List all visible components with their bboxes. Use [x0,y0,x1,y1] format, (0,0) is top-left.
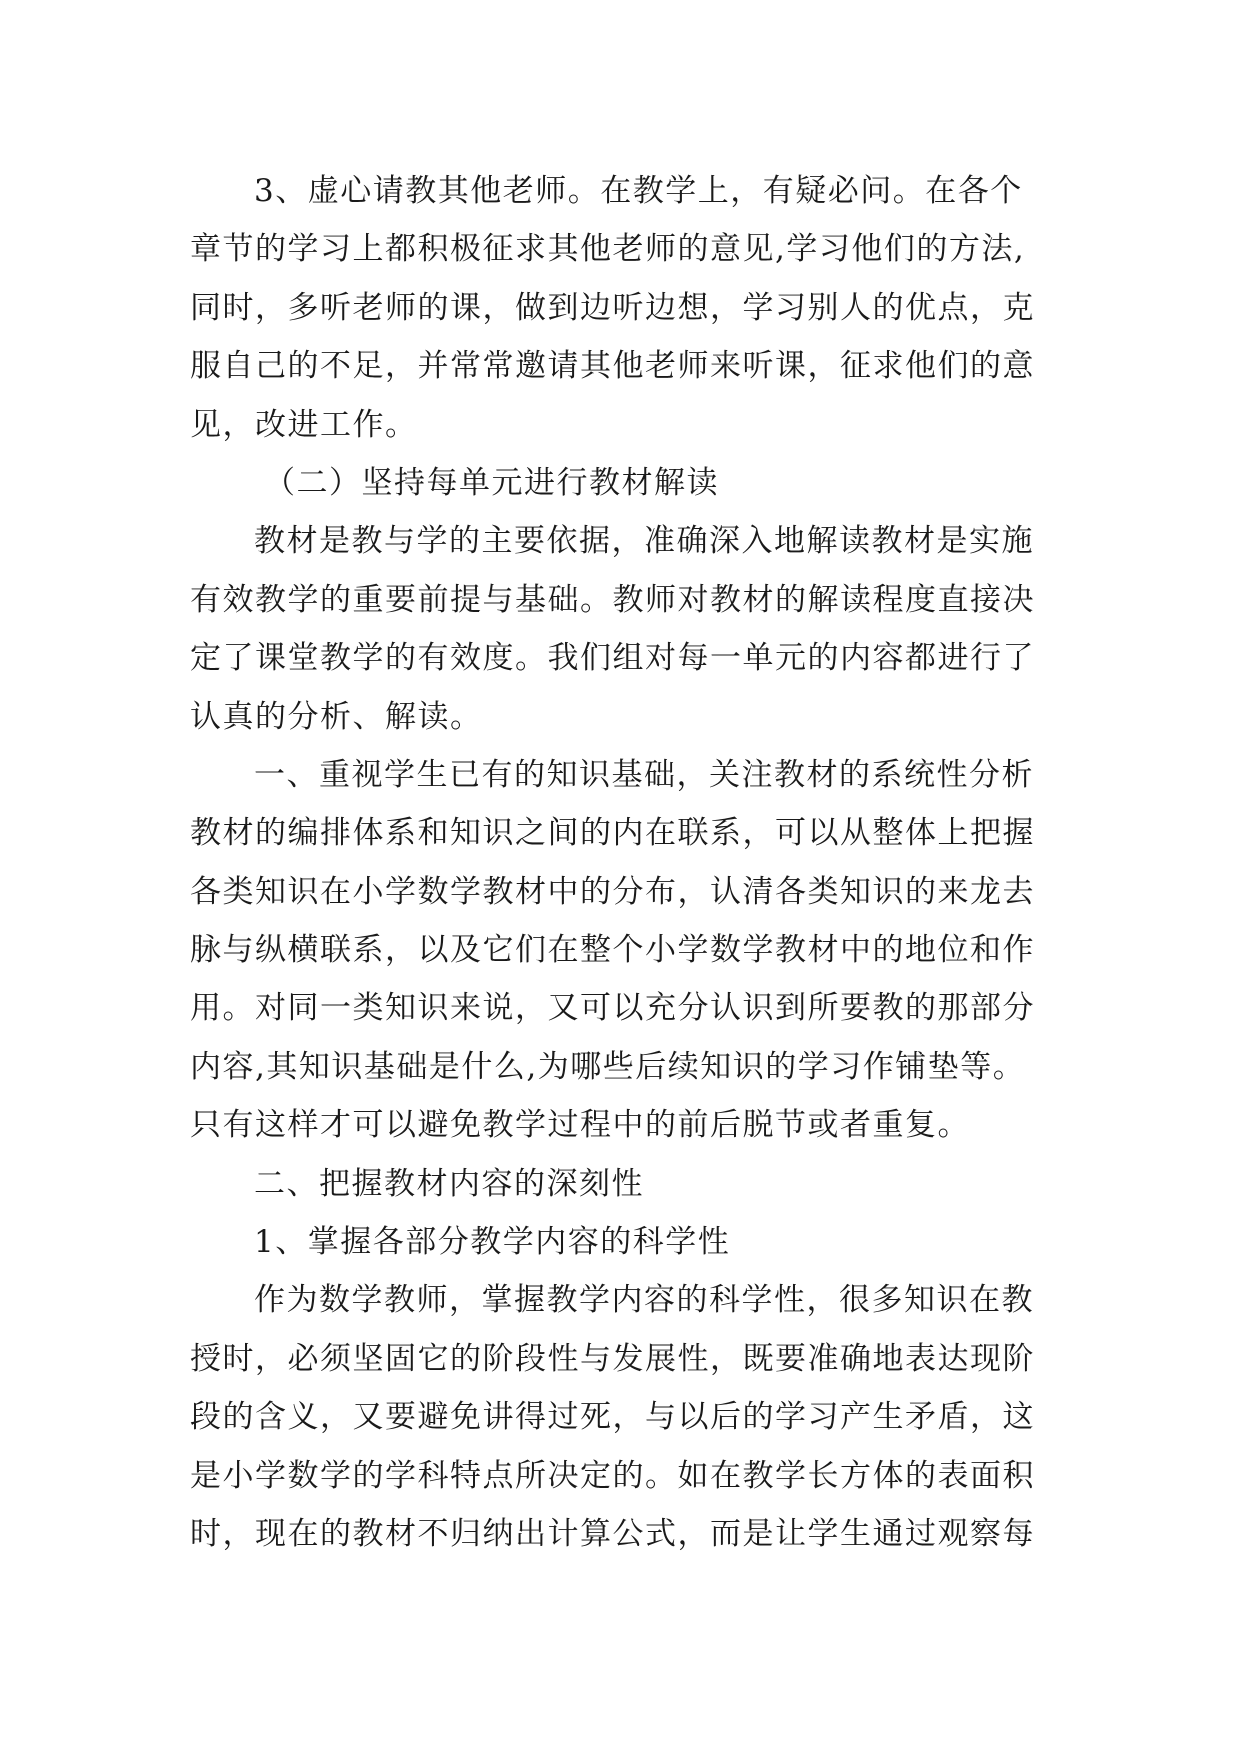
section-heading: 二、把握教材内容的深刻性 [254,1165,644,1202]
paragraph-line: 授时，必须坚固它的阶段性与发展性，既要准确地表达现阶 [190,1340,1035,1377]
paragraph-line: 有效教学的重要前提与基础。教师对教材的解读程度直接决 [190,581,1035,618]
body-text [190,162,1090,1563]
paragraph-line: 教材的编排体系和知识之间的内在联系，可以从整体上把握 [190,815,1035,852]
paragraph-line: 各类知识在小学数学教材中的分布，认清各类知识的来龙去 [190,873,1035,910]
paragraph-line: 定了课堂教学的有效度。我们组对每一单元的内容都进行了 [190,640,1035,677]
paragraph-line: 作为数学教师，掌握教学内容的科学性，很多知识在教 [254,1282,1034,1319]
paragraph-line: 一、重视学生已有的知识基础，关注教材的系统性分析 [254,756,1034,793]
paragraph-line: 是小学数学的学科特点所决定的。如在教学长方体的表面积 [190,1457,1035,1494]
paragraph-line: 只有这样才可以避免教学过程中的前后脱节或者重复。 [190,1107,970,1144]
paragraph-line: 见，改进工作。 [190,406,418,443]
paragraph-line: 脉与纵横联系，以及它们在整个小学数学教材中的地位和作 [190,932,1035,969]
paragraph-line: 同时，多听老师的课，做到边听边想，学习别人的优点，克 [190,289,1035,326]
paragraph-line: 教材是教与学的主要依据，准确深入地解读教材是实施 [254,523,1034,560]
paragraph-line: 用。对同一类知识来说，又可以充分认识到所要教的那部分 [190,990,1035,1027]
paragraph-line: 时，现在的教材不归纳出计算公式，而是让学生通过观察每 [190,1515,1035,1552]
paragraph-line: 章节的学习上都积极征求其他老师的意见,学习他们的方法, [190,231,1026,268]
subsection-heading: 1、掌握各部分教学内容的科学性 [254,1224,731,1261]
paragraph-line: 服自己的不足，并常常邀请其他老师来听课，征求他们的意 [190,348,1035,385]
paragraph-line: 段的含义，又要避免讲得过死，与以后的学习产生矛盾，这 [190,1399,1035,1436]
paragraph-line: 内容,其知识基础是什么,为哪些后续知识的学习作铺垫等。 [190,1048,1026,1085]
paragraph-line: 认真的分析、解读。 [190,698,483,735]
section-heading: （二）坚持每单元进行教材解读 [264,464,719,501]
paragraph-line: 3、虚心请教其他老师。在教学上，有疑必问。在各个 [254,173,1023,209]
